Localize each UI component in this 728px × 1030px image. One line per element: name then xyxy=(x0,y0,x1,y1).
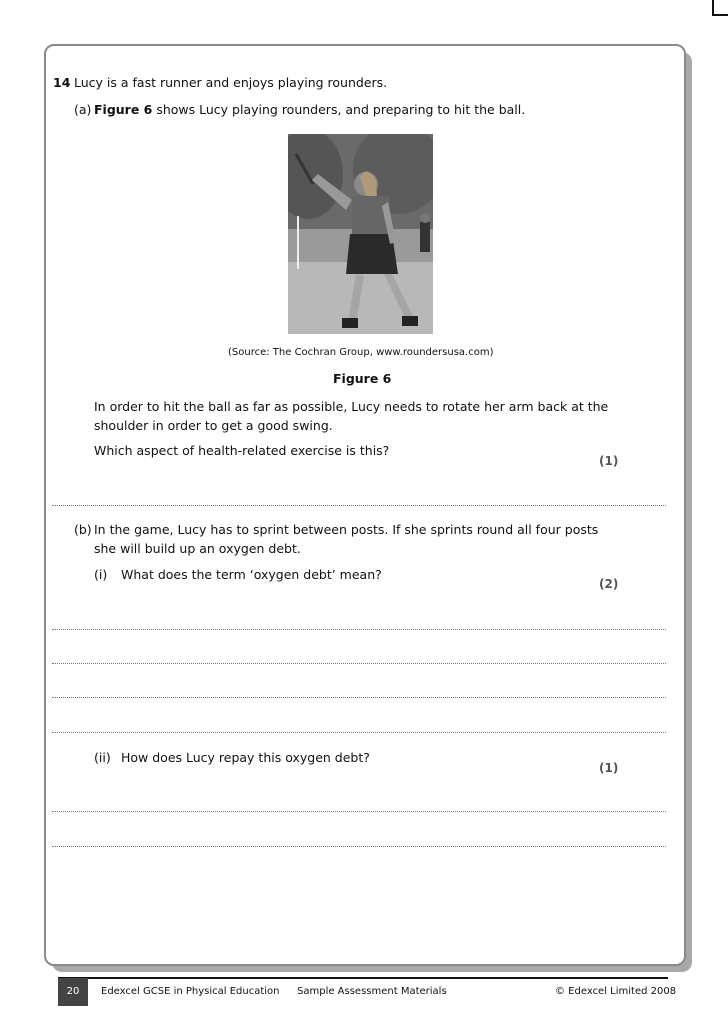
question-number: 14 xyxy=(53,75,71,90)
part-b-label: (b) xyxy=(74,522,92,537)
answer-line[interactable] xyxy=(52,629,666,630)
answer-line[interactable] xyxy=(52,505,666,506)
footer-material: Sample Assessment Materials xyxy=(297,986,447,997)
part-a-label: (a) xyxy=(74,102,92,117)
question-intro: Lucy is a fast runner and enjoys playing rounders. xyxy=(74,75,388,90)
part-b-i-marks: (2) xyxy=(599,577,619,591)
part-a-text xyxy=(94,100,525,119)
answer-line[interactable] xyxy=(52,811,666,812)
part-b-line-2: she will build up an oxygen debt. xyxy=(94,541,301,556)
figure-reference: Figure 6 xyxy=(94,102,153,117)
footer-copyright: © Edexcel Limited 2008 xyxy=(555,986,677,997)
crop-mark xyxy=(712,0,728,16)
page-number: 20 xyxy=(58,978,88,1006)
part-a-line-1: In order to hit the ball as far as possible, Lucy needs to rotate her arm back at the xyxy=(94,399,609,414)
answer-line[interactable] xyxy=(52,697,666,698)
answer-line[interactable] xyxy=(52,732,666,733)
part-a-line-2: shoulder in order to get a good swing. xyxy=(94,418,333,433)
part-b-ii-question: How does Lucy repay this oxygen debt? xyxy=(121,750,370,765)
footer-rule xyxy=(58,977,668,979)
part-a-text-rest: shows Lucy playing rounders, and preparing to hit the ball. xyxy=(152,102,526,117)
answer-line[interactable] xyxy=(52,846,666,847)
part-b-i-label: (i) xyxy=(94,567,108,582)
part-b-i-question: What does the term ‘oxygen debt’ mean? xyxy=(121,567,382,582)
part-b-ii-label: (ii) xyxy=(94,750,111,765)
part-a-question: Which aspect of health-related exercise is this? xyxy=(94,443,390,458)
figure-6-photo xyxy=(288,134,433,334)
footer-course: Edexcel GCSE in Physical Education xyxy=(101,986,280,997)
figure-source: (Source: The Cochran Group, www.roundersusa.com) xyxy=(228,347,494,358)
part-a-marks: (1) xyxy=(599,454,619,468)
figure-caption: Figure 6 xyxy=(333,371,392,386)
part-b-line-1: In the game, Lucy has to sprint between posts. If she sprints round all four posts xyxy=(94,522,599,537)
answer-line[interactable] xyxy=(52,663,666,664)
part-b-ii-marks: (1) xyxy=(599,761,619,775)
